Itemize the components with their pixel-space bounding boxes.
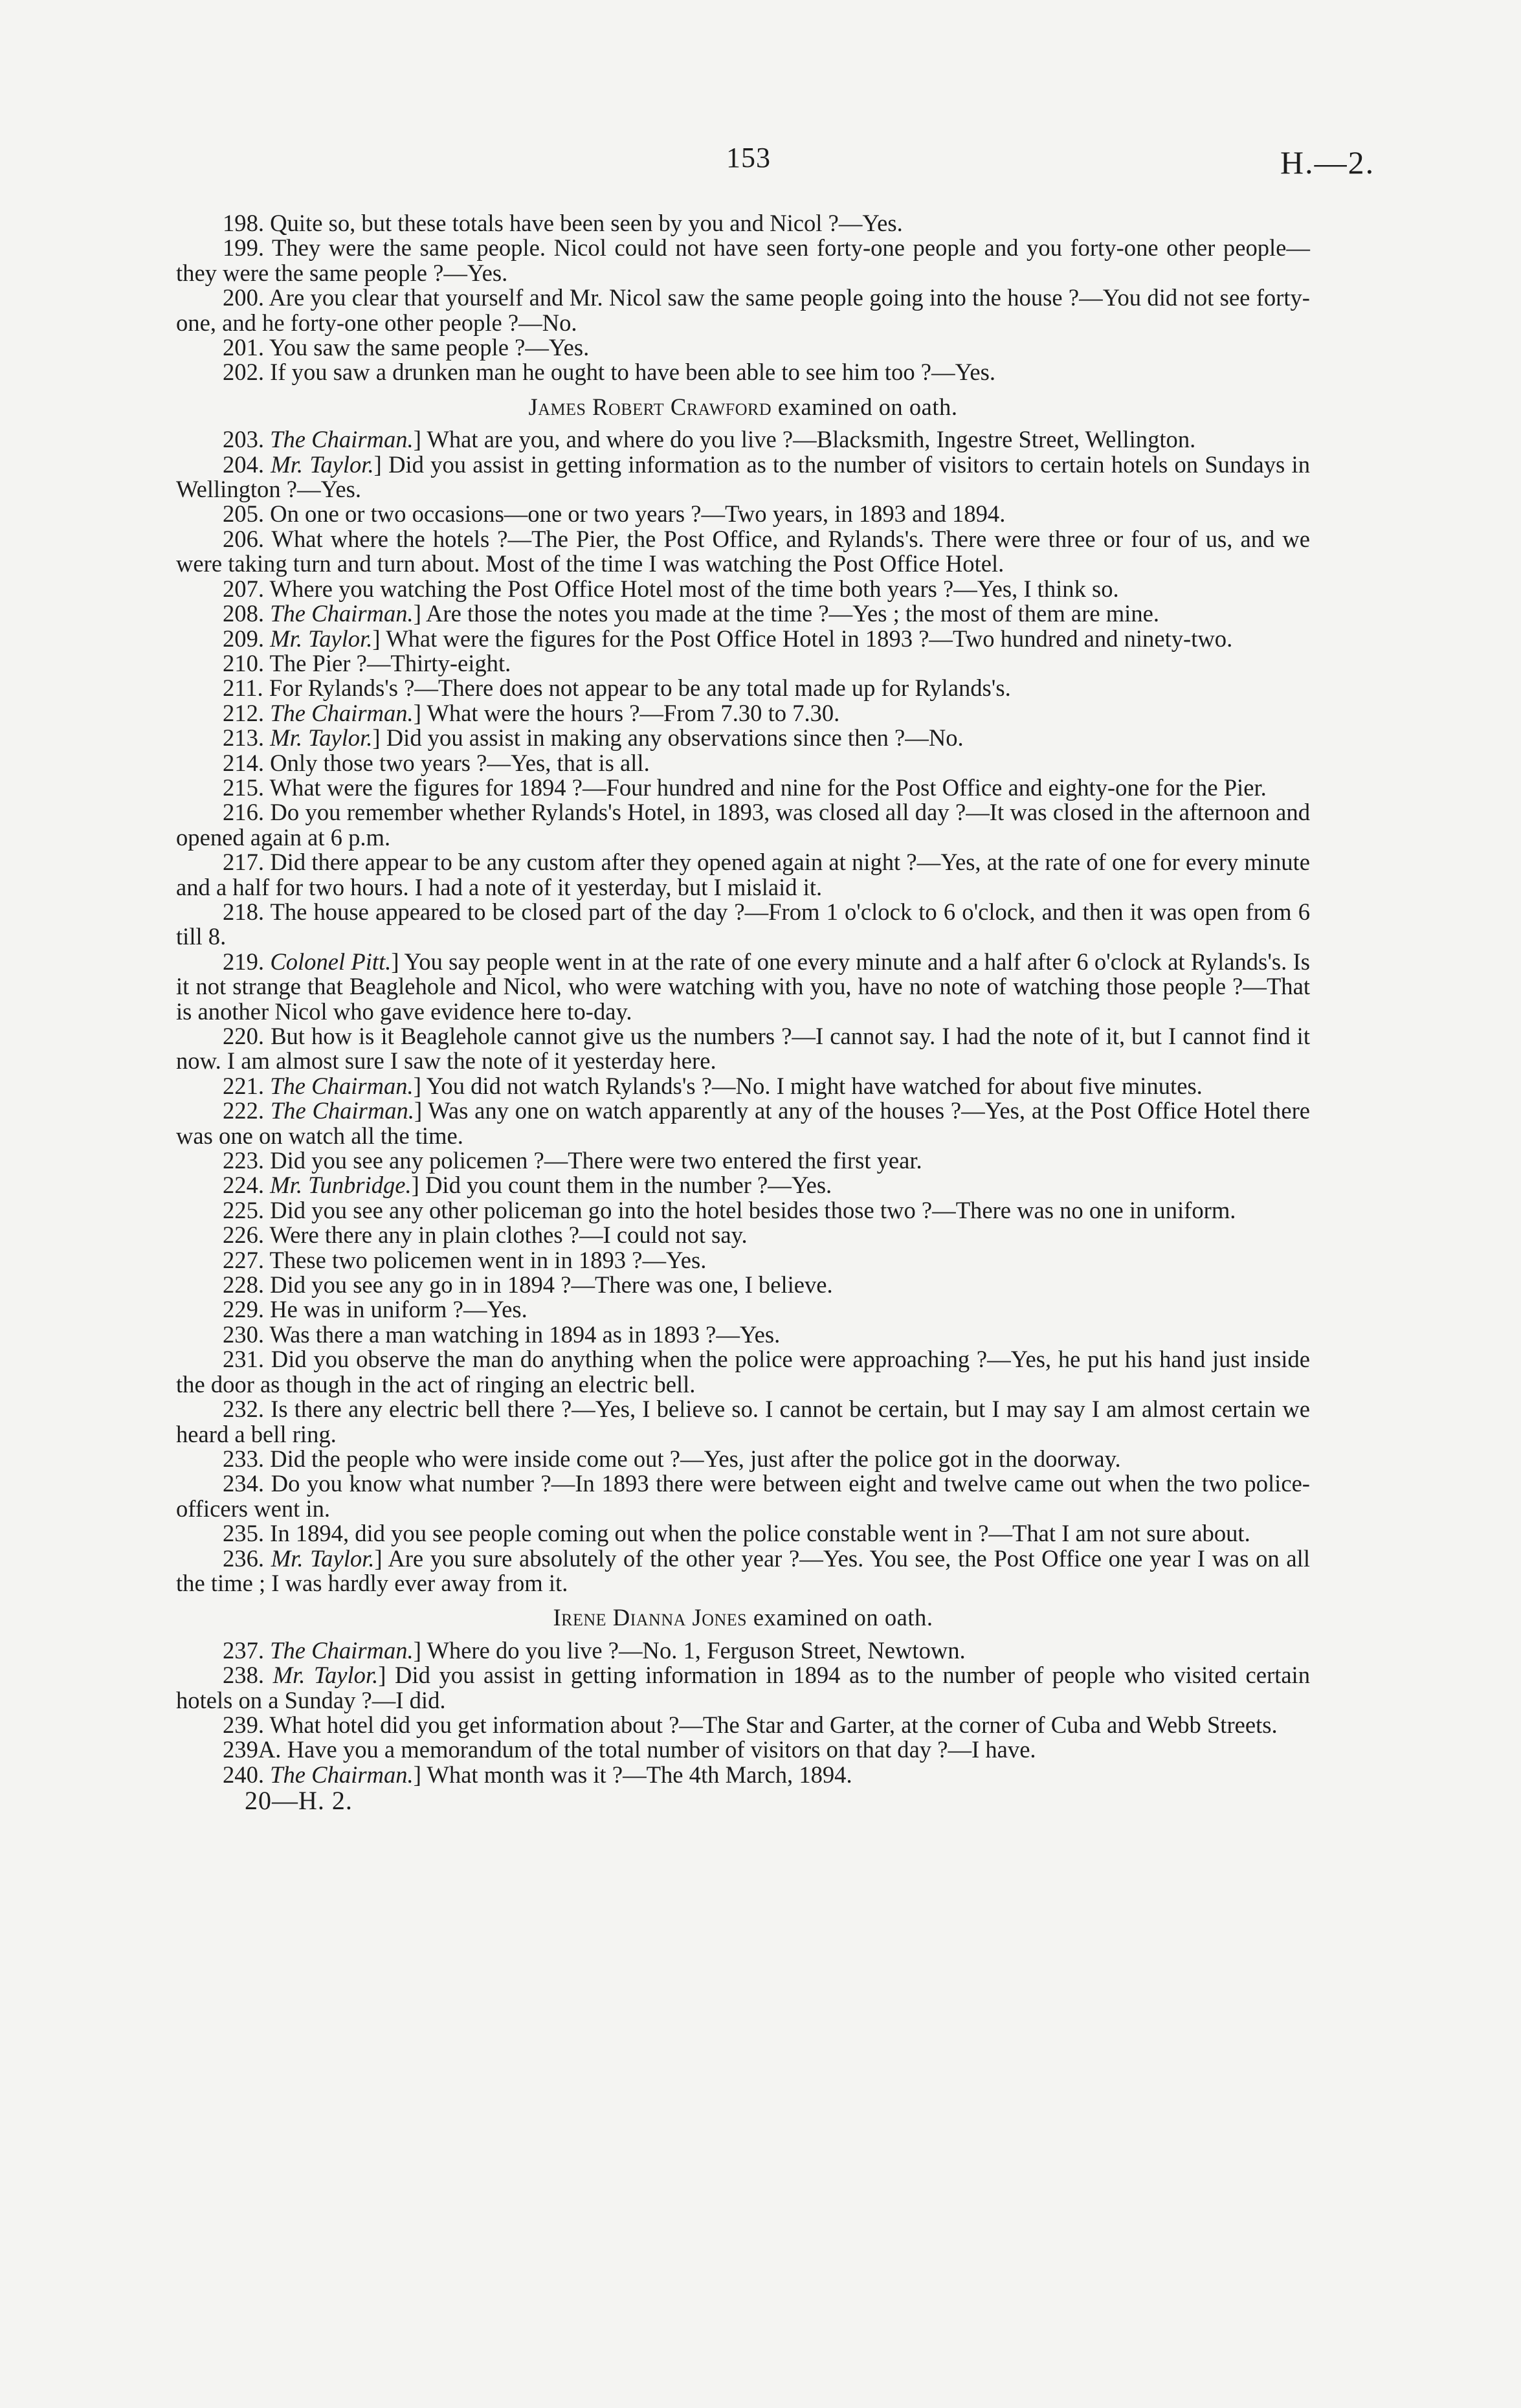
question-text: Did you observe the man do anything when the police were approaching ?—Yes, he put his hand just inside the door as though in the act of ringing an electric bell. [176, 1346, 1310, 1398]
witness-heading-tail: examined on oath. [753, 1604, 933, 1631]
question-text: The house appeared to be closed part of the day ?—From 1 o'clock to 6 o'clock, and then it was open from 6 till 8. [176, 898, 1310, 950]
question-text: What were the figures for the Post Office Hotel in 1893 ?—Two hundred and ninety-two. [386, 625, 1233, 652]
question-paragraph [176, 1322, 1310, 1347]
question-number: 226. [223, 1221, 265, 1249]
question-number: 235. [223, 1520, 265, 1547]
question-paragraph [176, 1024, 1310, 1074]
question-text: Where you watching the Post Office Hotel most of the time both years ?—Yes, I think so. [269, 575, 1119, 602]
question-number: 209. [223, 625, 265, 652]
document-reference: H.—2. [1280, 144, 1375, 181]
speaker-name: Mr. Taylor. [270, 724, 373, 752]
speaker-name: The Chairman. [270, 1097, 414, 1124]
question-text: Did you see any go in in 1894 ?—There was one, I believe. [270, 1271, 833, 1299]
question-paragraph [176, 1273, 1310, 1297]
question-number: 234. [223, 1470, 265, 1497]
speaker-name: Mr. Tunbridge. [270, 1172, 412, 1199]
question-paragraph: 212. The Chairman.] What were the hours ?—From 7.30 to 7.30. [223, 699, 840, 726]
question-text: Are you sure absolutely of the other year ?—Yes. You see, the Post Office one year I was on all the time ; I was hardly ever away from it. [176, 1544, 1310, 1596]
witness-heading-tail: examined on oath. [777, 393, 958, 420]
question-number: 205. [223, 500, 265, 528]
question-number: 215. [223, 774, 265, 801]
question-number: 217. [223, 849, 265, 876]
question-number: 198. [223, 210, 265, 236]
question-paragraph: 224. Mr. Tunbridge.] Did you count them in the number ?—Yes. [223, 1172, 832, 1199]
question-paragraph: 238. Mr. Taylor.] Did you assist in getting information in 1894 as to the number of people who visited certain hotels on a Sunday ?—I did. [176, 1662, 1311, 1713]
witness-heading [176, 395, 1310, 419]
question-paragraph [176, 850, 1310, 900]
question-paragraph: 236. Mr. Taylor.] Are you sure absolutely of the other year ?—Yes. You see, the Post Office one year I was on all the time ; I was hardly ever away from it. [176, 1544, 1310, 1596]
question-paragraph [176, 285, 1310, 335]
question-text: You did not watch Rylands's ?—No. I might have watched for about five minutes. [426, 1072, 1203, 1099]
question-text: Did there appear to be any custom after they opened again at night ?—Yes, at the rate of one for every minute and a half for two hours. I had a note of it yesterday, but I mislaid it. [176, 849, 1310, 900]
question-text: What are you, and where do you live ?—Blacksmith, Ingestre Street, Wellington. [427, 426, 1196, 453]
question-number: 212. [223, 699, 265, 726]
question-text: They were the same people. Nicol could not have seen forty-one people and you forty-one other people—they were the same people ?—Yes. [176, 234, 1311, 286]
speaker-name: Mr. Taylor. [270, 625, 373, 652]
question-number: 210. [223, 649, 265, 676]
question-number: 200. [223, 284, 265, 311]
question-paragraph [176, 1347, 1310, 1397]
question-text: Did you count them in the number ?—Yes. [425, 1172, 832, 1199]
question-text: What hotel did you get information about ?—The Star and Garter, at the corner of Cuba and Webb Streets. [269, 1711, 1278, 1738]
question-number: 211. [223, 674, 263, 702]
question-text: If you saw a drunken man he ought to have been able to see him too ?—Yes. [270, 359, 995, 386]
question-paragraph [176, 236, 1310, 285]
question-paragraph: 221. The Chairman.] You did not watch Rylands's ?—No. I might have watched for about five minutes. [223, 1072, 1203, 1099]
speaker-name: The Chairman. [270, 1636, 414, 1664]
question-paragraph: 222. The Chairman.] Was any one on watch apparently at any of the houses ?—Yes, at the Post Office Hotel there was one on watch all the time. [176, 1097, 1310, 1149]
question-text: Have you a memorandum of the total number of visitors on that day ?—I have. [287, 1736, 1036, 1763]
question-number: 231. [223, 1346, 265, 1373]
question-text: Were there any in plain clothes ?—I could not say. [269, 1221, 748, 1249]
question-text: Are you clear that yourself and Mr. Nicol saw the same people going into the house ?—You did not see forty-one, and he forty-one other people ?—No. [176, 284, 1310, 336]
speaker-name: The Chairman. [270, 426, 414, 453]
question-text: Do you remember whether Rylands's Hotel, in 1893, was closed all day ?—It was closed in the afternoon and opened again at 6 p.m. [176, 799, 1310, 851]
question-paragraph: 209. Mr. Taylor.] What were the figures for the Post Office Hotel in 1893 ?—Two hundred and ninety-two. [223, 625, 1233, 652]
question-paragraph [176, 1198, 1310, 1223]
question-text: Is there any electric bell there ?—Yes, I believe so. I cannot be certain, but I may say I am almost certain we heard a bell ring. [176, 1396, 1310, 1447]
question-number: 237. [223, 1636, 265, 1664]
question-number: 206. [223, 525, 265, 552]
question-number: 229. [223, 1296, 265, 1323]
question-number: 218. [223, 898, 265, 925]
witness-heading [176, 1605, 1310, 1630]
question-text: Are those the notes you made at the time ?—Yes ; the most of them are mine. [426, 600, 1160, 627]
question-number: 216. [223, 799, 265, 826]
question-paragraph [176, 900, 1310, 950]
question-paragraph [176, 800, 1310, 850]
question-paragraph [176, 1447, 1310, 1471]
question-text: Was any one on watch apparently at any of the houses ?—Yes, at the Post Office Hotel there was one on watch all the time. [176, 1097, 1310, 1149]
question-number: 230. [223, 1321, 265, 1348]
signature-mark: 20—H. 2. [245, 1786, 353, 1816]
question-paragraph [176, 651, 1310, 676]
question-text: You saw the same people ?—Yes. [269, 334, 590, 361]
question-paragraph [176, 676, 1310, 700]
page-number: 153 [726, 142, 771, 173]
question-number: 199. [223, 234, 265, 262]
question-text: Where do you live ?—No. 1, Ferguson Street, Newtown. [427, 1636, 966, 1664]
question-number: 224. [223, 1172, 265, 1199]
question-number: 222. [223, 1097, 265, 1124]
question-paragraph [176, 577, 1310, 601]
question-number: 201. [223, 334, 265, 361]
question-paragraph [176, 211, 1310, 236]
question-paragraph [176, 1148, 1310, 1173]
question-text: Did you see any other policeman go into the hotel besides those two ?—There was no one in uniform. [270, 1196, 1236, 1223]
document-body [176, 211, 1310, 1814]
question-text: But how is it Beaglehole cannot give us the numbers ?—I cannot say. I had the note of it, but I cannot find it now. I am almost sure I saw the note of it yesterday here. [176, 1023, 1310, 1075]
witness-name: Irene Dianna Jones [553, 1604, 748, 1631]
question-paragraph [176, 1521, 1310, 1546]
question-paragraph [176, 1397, 1310, 1447]
question-text: Did you assist in getting information as to the number of visitors to certain hotels on Sundays in Wellington ?—Yes. [176, 451, 1310, 503]
question-number: 239A. [223, 1736, 282, 1763]
speaker-name: The Chairman. [270, 1761, 414, 1788]
question-text: He was in uniform ?—Yes. [270, 1296, 527, 1323]
question-paragraph: 219. Colonel Pitt.] You say people went in at the rate of one every minute and a half after 6 o'clock at Rylands's. Is it not strange that Beaglehole and Nicol, who were watching with you, have no note of watching those people ?—That is another Nicol who gave evidence here to-day. [176, 948, 1310, 1025]
question-number: 236. [223, 1544, 265, 1572]
question-paragraph: 240. The Chairman.] What month was it ?—The 4th March, 1894. [223, 1761, 852, 1788]
question-number: 239. [223, 1711, 265, 1738]
question-text: The Pier ?—Thirty-eight. [269, 649, 511, 676]
question-number: 228. [223, 1271, 265, 1299]
question-text: Did you assist in making any observations since then ?—No. [386, 724, 964, 752]
question-paragraph: 208. The Chairman.] Are those the notes you made at the time ?—Yes ; the most of them are mine. [223, 600, 1160, 627]
question-text: What month was it ?—The 4th March, 1894. [427, 1761, 852, 1788]
question-text: Did you assist in getting information in 1894 as to the number of people who visited certain hotels on a Sunday ?—I did. [176, 1662, 1311, 1713]
question-paragraph [176, 360, 1310, 385]
question-paragraph [176, 1248, 1310, 1273]
question-number: 240. [223, 1761, 265, 1788]
speaker-name: Mr. Taylor. [271, 451, 374, 478]
question-paragraph [176, 1713, 1310, 1737]
question-number: 203. [223, 426, 265, 453]
question-paragraph [176, 527, 1310, 577]
question-number: 219. [223, 948, 265, 975]
speaker-name: Colonel Pitt. [270, 948, 392, 975]
question-number: 204. [223, 451, 265, 478]
speaker-name: Mr. Taylor. [272, 1662, 379, 1689]
question-paragraph [176, 1297, 1310, 1322]
question-paragraph [176, 1737, 1310, 1762]
question-text: Did you see any policemen ?—There were two entered the first year. [270, 1147, 922, 1174]
question-text: On one or two occasions—one or two years ?—Two years, in 1893 and 1894. [270, 500, 1006, 528]
question-paragraph: 213. Mr. Taylor.] Did you assist in making any observations since then ?—No. [223, 724, 964, 752]
question-text: Do you know what number ?—In 1893 there were between eight and twelve came out when the two police-officers went in. [176, 1470, 1310, 1522]
question-number: 227. [223, 1246, 265, 1273]
question-number: 202. [223, 359, 265, 386]
question-number: 208. [223, 600, 265, 627]
speaker-name: The Chairman. [270, 600, 414, 627]
question-text: What where the hotels ?—The Pier, the Post Office, and Rylands's. There were three or four of us, and we were taking turn and turn about. Most of the time I was watching the Post Office Hotel. [176, 525, 1310, 577]
question-text: Only those two years ?—Yes, that is all. [270, 749, 650, 776]
question-paragraph [176, 502, 1310, 526]
question-number: 213. [223, 724, 265, 752]
question-paragraph [176, 335, 1310, 360]
question-number: 223. [223, 1147, 265, 1174]
question-paragraph: 203. The Chairman.] What are you, and where do you live ?—Blacksmith, Ingestre Street, Wellington. [223, 426, 1196, 453]
question-number: 225. [223, 1196, 265, 1223]
speaker-name: Mr. Taylor. [271, 1544, 375, 1572]
question-number: 207. [223, 575, 265, 602]
question-number: 232. [223, 1396, 265, 1423]
question-text: Quite so, but these totals have been seen by you and Nicol ?—Yes. [270, 210, 903, 236]
question-text: What were the hours ?—From 7.30 to 7.30. [427, 699, 840, 726]
question-number: 214. [223, 749, 265, 776]
speaker-name: The Chairman. [270, 699, 414, 726]
question-number: 238. [223, 1662, 265, 1689]
question-paragraph [176, 1471, 1310, 1521]
witness-name: James Robert Crawford [528, 393, 772, 420]
question-text: These two policemen went in in 1893 ?—Yes. [269, 1246, 707, 1273]
question-text: What were the figures for 1894 ?—Four hundred and nine for the Post Office and eighty-one for the Pier. [269, 774, 1267, 801]
question-number: 221. [223, 1072, 265, 1099]
question-text: Did the people who were inside come out ?—Yes, just after the police got in the doorway. [270, 1445, 1121, 1472]
speaker-name: The Chairman. [270, 1072, 414, 1099]
question-text: Was there a man watching in 1894 as in 1893 ?—Yes. [269, 1321, 781, 1348]
question-number: 220. [223, 1023, 265, 1049]
question-paragraph [176, 751, 1310, 775]
question-number: 233. [223, 1445, 265, 1472]
question-text: In 1894, did you see people coming out when the police constable went in ?—That I am not sure about. [270, 1520, 1250, 1547]
question-paragraph: 204. Mr. Taylor.] Did you assist in getting information as to the number of visitors to certain hotels on Sundays in Wellington ?—Yes. [176, 451, 1310, 503]
question-text: For Rylands's ?—There does not appear to be any total made up for Rylands's. [269, 674, 1011, 702]
question-paragraph [176, 775, 1310, 800]
question-text: You say people went in at the rate of one every minute and a half after 6 o'clock at Rylands's. Is it not strange that Beaglehole and Nicol, who were watching with you, have no note of watching those people ?—That is another Nicol who gave evidence here to-day. [176, 948, 1310, 1025]
question-paragraph: 237. The Chairman.] Where do you live ?—No. 1, Ferguson Street, Newtown. [223, 1636, 966, 1664]
question-paragraph [176, 1223, 1310, 1247]
